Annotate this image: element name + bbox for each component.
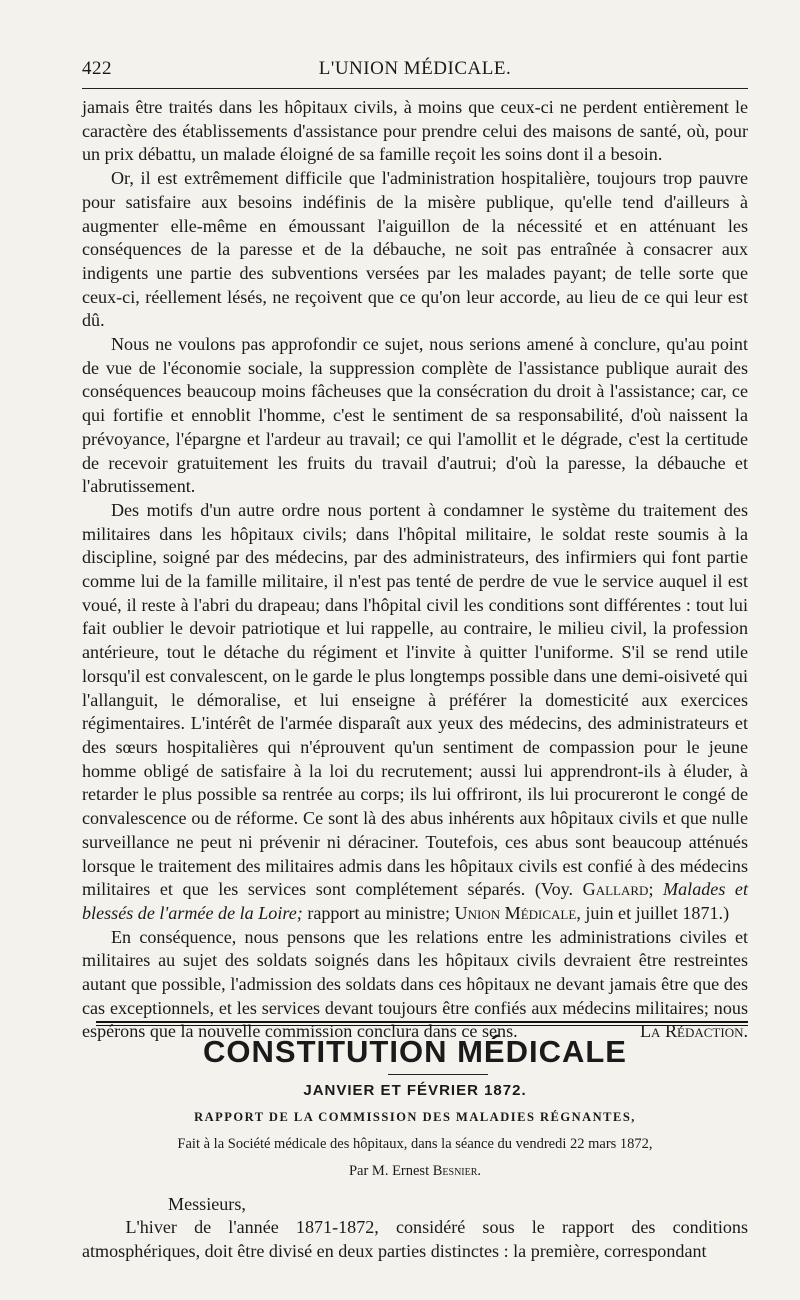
author-surname: Besnier. <box>432 1163 482 1179</box>
paragraph-5-text: En conséquence, nous pensons que les relations entre les administrations civiles et militaires au sujet des soldats soignés dans les hôpitaux civils devraient être restreintes autant que possible, l'admission des soldats dans ces hôpitaux ne devant jamais être que des cas exceptionnels, et les services devant toujours être confiés aux médecins militaires; nous espérons que la nouvelle commission conclura dans ce sens. <box>82 926 748 1042</box>
report-author <box>82 1163 748 1180</box>
paragraph-2: Or, il est extrêmement difficile que l'administration hospitalière, toujours trop pauvre pour satisfaire aux besoins indéfinis de la misère publique, qu'elle tend d'ailleurs à augmenter elle-même en émoussant l'aiguillon de la nécessité et en atténuant les conséquences de la paresse et de la débauche, ne soit pas entraînée à consacrer aux indigents une partie des subventions versées par les malades payant; de telle sorte que ceux-ci, réellement lésés, ne reçoivent que ce qu'on leur accorde, au lieu de ce qui leur est dû. <box>82 168 748 331</box>
paragraph-4-text: Des motifs d'un autre ordre nous portent à condamner le système du traitement des militaires dans les hôpitaux civils; dans l'hôpital militaire, le soldat reste soumis à la discipline, soigné par des médecins, par des administrateurs, des infirmiers qui font partie comme lui de la famille militaire, il n'est pas tenté de perdre de vue le service auquel il est voué, il reste à l'abri du drapeau; dans l'hôpital civil les conditions sont différentes : tout lui fait oublier le devoir patriotique et lui rappelle, au contraire, le milieu civil, la profession antérieure, tout le détache du régiment et l'invite à quitter l'uniforme. S'il se rend utile lorsqu'il est convalescent, on le garde le plus longtemps possible dans une demi-oisiveté qui l'allanguit, le démoralise, et lui enseigne à préférer la domesticité aux exercices régimentaires. L'intérêt de l'armée disparaît aux yeux des médecins, des administrateurs et des sœurs hospitalières qui n'éprouvent qu'un sentiment de compassion pour le jeune homme obligé de satisfaire à la loi du recrutement; aussi lui apprendront-ils à éluder, à retarder le plus possible sa rentrée au corps; ils lui offriront, ils lui procureront le congé de convalescence ou de réforme. Ce sont là des abus inhérents aux hôpitaux civils et que nulle surveillance ne peut ni prévenir ni déraciner. Toutefois, ces abus sont beaucoup atténués lorsque le traitement des militaires admis dans les hôpitaux civils est confié à des médecins militaires et que les services sont complétement séparés. (Voy. <box>82 499 748 900</box>
report-opening: L'hiver de l'année 1871-1872, considéré sous le rapport des conditions atmosphériques, doit être divisé en deux parties distinctes : la première, correspondant <box>82 1217 748 1261</box>
title-underline <box>388 1074 488 1075</box>
paragraph-3: Nous ne voulons pas approfondir ce sujet, nous serions amené à conclure, qu'au point de vue de l'économie sociale, la suppression complète de l'assistance publique aurait des conséquences beaucoup moins fâcheuses que la consécration du droit à l'assistance; car, ce qui fortifie et ennoblit l'homme, c'est le sentiment de sa responsabilité, d'où naissent la prévoyance, l'épargne et l'ardeur au travail; ce qui l'amollit et le dégrade, c'est la certitude de recevoir gratuitement les fruits du travail d'autrui; d'où la paresse, la débauche et l'abrutissement. <box>82 334 748 497</box>
cited-work: Malades et blessés de l'armée de la Loire; <box>82 879 748 923</box>
journal-title: L'UNION MÉDICALE. <box>318 58 512 79</box>
page-number: 422 <box>82 58 112 79</box>
section-dateline: JANVIER ET FÉVRIER 1872. <box>303 1082 527 1099</box>
section-rule-thin <box>96 1025 748 1026</box>
author-prefix: Par M. Ernest <box>348 1163 433 1179</box>
running-head <box>82 58 748 88</box>
cited-author: Gallard <box>582 879 649 900</box>
cited-journal: Union Médicale <box>454 902 577 923</box>
article-body <box>82 96 748 1044</box>
section-rule-thick <box>96 1021 748 1023</box>
report-subtitle: Fait à la Société médicale des hôpitaux, dans la séance du vendredi 22 mars 1872, <box>177 1136 653 1152</box>
signature: La Rédaction. <box>640 1021 748 1042</box>
paragraph-5 <box>82 926 748 1045</box>
section-title: CONSTITUTION MÉDICALE <box>203 1034 627 1069</box>
citation-separator: ; <box>648 879 664 900</box>
report-title: RAPPORT DE LA COMMISSION DES MALADIES RÉGNANTES, <box>194 1110 636 1124</box>
citation-middle: rapport au ministre; <box>302 902 455 923</box>
report-body <box>82 1216 748 1263</box>
header-rule <box>82 88 748 89</box>
salutation: Messieurs, <box>168 1194 246 1214</box>
paragraph-4 <box>82 499 748 926</box>
citation-end: , juin et juillet 1871.) <box>576 902 730 923</box>
paragraph-1: jamais être traités dans les hôpitaux civils, à moins que ceux-ci ne perdent entièrement le caractère des établissements d'assistance pour prendre celui des maisons de santé, où, pour un prix débattu, un malade éloigné de sa famille reçoit les soins dont il a besoin. <box>82 97 748 165</box>
